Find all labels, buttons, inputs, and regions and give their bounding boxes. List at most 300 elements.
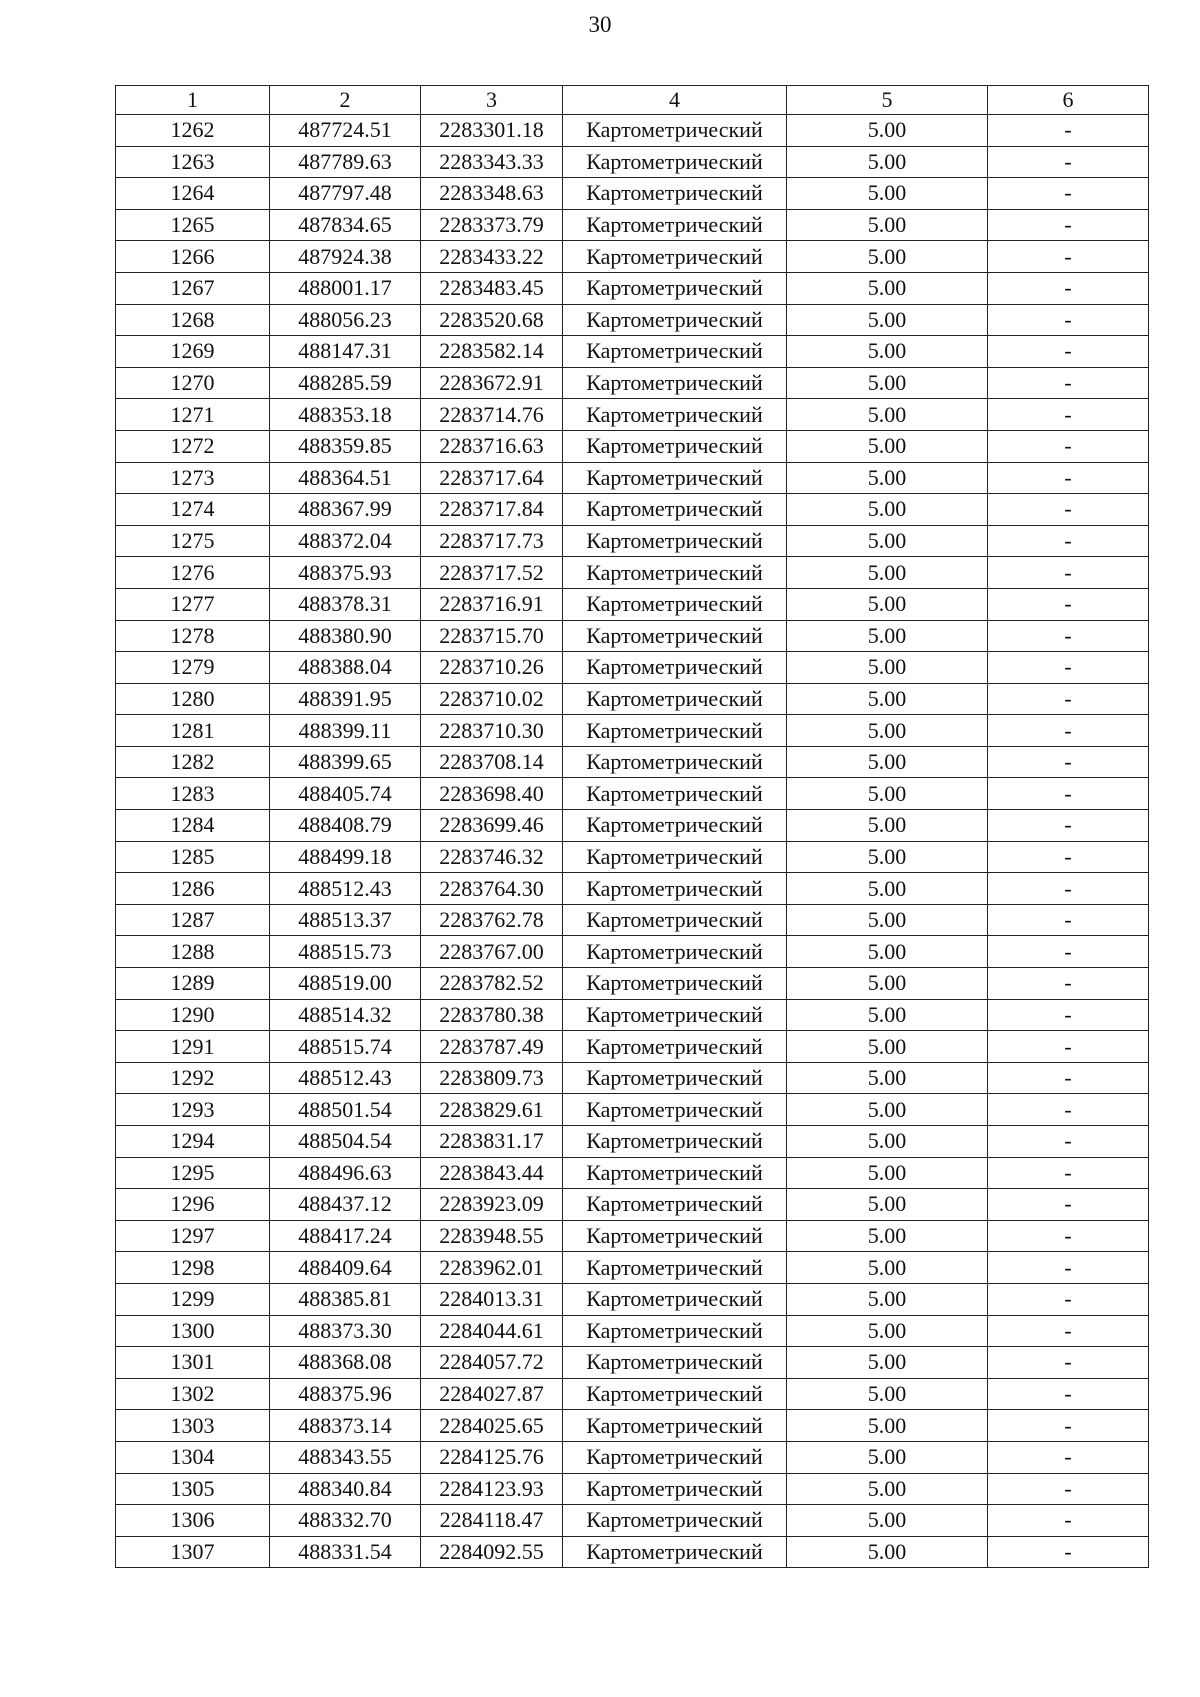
table-row [116, 115, 1149, 147]
description-cell: - [988, 873, 1149, 905]
table-row [116, 367, 1149, 399]
x-coordinate-cell: 488372.04 [270, 525, 421, 557]
x-coordinate-cell: 488399.65 [270, 746, 421, 778]
table-row [116, 1157, 1149, 1189]
y-coordinate-cell: 2283714.76 [421, 399, 563, 431]
y-coordinate-cell: 2283520.68 [421, 304, 563, 336]
x-coordinate-cell: 487797.48 [270, 178, 421, 210]
accuracy-cell: 5.00 [787, 652, 988, 684]
table-row [116, 430, 1149, 462]
accuracy-cell: 5.00 [787, 557, 988, 589]
method-cell: Картометрический [563, 494, 787, 526]
table-row [116, 1062, 1149, 1094]
y-coordinate-cell: 2284125.76 [421, 1441, 563, 1473]
point-number-cell: 1273 [116, 462, 270, 494]
x-coordinate-cell: 488332.70 [270, 1505, 421, 1537]
method-cell: Картометрический [563, 1347, 787, 1379]
description-cell: - [988, 999, 1149, 1031]
y-coordinate-cell: 2283699.46 [421, 810, 563, 842]
description-cell: - [988, 304, 1149, 336]
point-number-cell: 1301 [116, 1347, 270, 1379]
description-cell: - [988, 968, 1149, 1000]
point-number-cell: 1265 [116, 209, 270, 241]
y-coordinate-cell: 2283923.09 [421, 1189, 563, 1221]
y-coordinate-cell: 2284118.47 [421, 1505, 563, 1537]
x-coordinate-cell: 488343.55 [270, 1441, 421, 1473]
point-number-cell: 1293 [116, 1094, 270, 1126]
y-coordinate-cell: 2283708.14 [421, 746, 563, 778]
point-number-cell: 1272 [116, 430, 270, 462]
accuracy-cell: 5.00 [787, 1220, 988, 1252]
point-number-cell: 1285 [116, 841, 270, 873]
description-cell: - [988, 904, 1149, 936]
accuracy-cell: 5.00 [787, 178, 988, 210]
accuracy-cell: 5.00 [787, 1189, 988, 1221]
point-number-cell: 1303 [116, 1410, 270, 1442]
point-number-cell: 1268 [116, 304, 270, 336]
y-coordinate-cell: 2283715.70 [421, 620, 563, 652]
description-cell: - [988, 652, 1149, 684]
method-cell: Картометрический [563, 241, 787, 273]
description-cell: - [988, 620, 1149, 652]
point-number-cell: 1289 [116, 968, 270, 1000]
y-coordinate-cell: 2283831.17 [421, 1126, 563, 1158]
x-coordinate-cell: 488512.43 [270, 873, 421, 905]
x-coordinate-cell: 488399.11 [270, 715, 421, 747]
table-row [116, 620, 1149, 652]
description-cell: - [988, 1062, 1149, 1094]
point-number-cell: 1299 [116, 1283, 270, 1315]
accuracy-cell: 5.00 [787, 1473, 988, 1505]
y-coordinate-cell: 2283710.30 [421, 715, 563, 747]
table-row [116, 399, 1149, 431]
x-coordinate-cell: 488499.18 [270, 841, 421, 873]
description-cell: - [988, 1536, 1149, 1568]
table-row [116, 746, 1149, 778]
description-cell: - [988, 1189, 1149, 1221]
x-coordinate-cell: 488515.73 [270, 936, 421, 968]
description-cell: - [988, 778, 1149, 810]
x-coordinate-cell: 488147.31 [270, 336, 421, 368]
table-row [116, 904, 1149, 936]
accuracy-cell: 5.00 [787, 1410, 988, 1442]
y-coordinate-cell: 2283780.38 [421, 999, 563, 1031]
column-header-6: 6 [988, 86, 1149, 115]
y-coordinate-cell: 2283710.02 [421, 683, 563, 715]
y-coordinate-cell: 2283787.49 [421, 1031, 563, 1063]
method-cell: Картометрический [563, 1189, 787, 1221]
method-cell: Картометрический [563, 430, 787, 462]
y-coordinate-cell: 2283433.22 [421, 241, 563, 273]
y-coordinate-cell: 2283767.00 [421, 936, 563, 968]
x-coordinate-cell: 488378.31 [270, 588, 421, 620]
x-coordinate-cell: 488515.74 [270, 1031, 421, 1063]
description-cell: - [988, 746, 1149, 778]
y-coordinate-cell: 2284123.93 [421, 1473, 563, 1505]
accuracy-cell: 5.00 [787, 399, 988, 431]
table-header-row [116, 86, 1149, 115]
table-row [116, 1126, 1149, 1158]
accuracy-cell: 5.00 [787, 1347, 988, 1379]
y-coordinate-cell: 2283373.79 [421, 209, 563, 241]
point-number-cell: 1266 [116, 241, 270, 273]
table-row [116, 588, 1149, 620]
table-row [116, 1378, 1149, 1410]
x-coordinate-cell: 488001.17 [270, 272, 421, 304]
method-cell: Картометрический [563, 1378, 787, 1410]
method-cell: Картометрический [563, 1505, 787, 1537]
description-cell: - [988, 588, 1149, 620]
accuracy-cell: 5.00 [787, 146, 988, 178]
point-number-cell: 1305 [116, 1473, 270, 1505]
x-coordinate-cell: 488359.85 [270, 430, 421, 462]
x-coordinate-cell: 487924.38 [270, 241, 421, 273]
table-row [116, 810, 1149, 842]
description-cell: - [988, 178, 1149, 210]
column-header-5: 5 [787, 86, 988, 115]
table-row [116, 683, 1149, 715]
y-coordinate-cell: 2284025.65 [421, 1410, 563, 1442]
table-row [116, 146, 1149, 178]
description-cell: - [988, 1441, 1149, 1473]
method-cell: Картометрический [563, 652, 787, 684]
point-number-cell: 1304 [116, 1441, 270, 1473]
accuracy-cell: 5.00 [787, 494, 988, 526]
x-coordinate-cell: 488408.79 [270, 810, 421, 842]
x-coordinate-cell: 488417.24 [270, 1220, 421, 1252]
y-coordinate-cell: 2283746.32 [421, 841, 563, 873]
y-coordinate-cell: 2283717.84 [421, 494, 563, 526]
method-cell: Картометрический [563, 525, 787, 557]
table-row [116, 1252, 1149, 1284]
x-coordinate-cell: 488512.43 [270, 1062, 421, 1094]
accuracy-cell: 5.00 [787, 304, 988, 336]
table-row [116, 1347, 1149, 1379]
method-cell: Картометрический [563, 209, 787, 241]
description-cell: - [988, 367, 1149, 399]
page-number: 30 [588, 12, 612, 37]
point-number-cell: 1263 [116, 146, 270, 178]
x-coordinate-cell: 487834.65 [270, 209, 421, 241]
y-coordinate-cell: 2283717.64 [421, 462, 563, 494]
method-cell: Картометрический [563, 1473, 787, 1505]
accuracy-cell: 5.00 [787, 209, 988, 241]
method-cell: Картометрический [563, 1410, 787, 1442]
point-number-cell: 1276 [116, 557, 270, 589]
accuracy-cell: 5.00 [787, 430, 988, 462]
accuracy-cell: 5.00 [787, 462, 988, 494]
method-cell: Картометрический [563, 1441, 787, 1473]
x-coordinate-cell: 488409.64 [270, 1252, 421, 1284]
y-coordinate-cell: 2283483.45 [421, 272, 563, 304]
x-coordinate-cell: 487724.51 [270, 115, 421, 147]
method-cell: Картометрический [563, 683, 787, 715]
method-cell: Картометрический [563, 1220, 787, 1252]
table-row [116, 1410, 1149, 1442]
accuracy-cell: 5.00 [787, 683, 988, 715]
x-coordinate-cell: 488513.37 [270, 904, 421, 936]
accuracy-cell: 5.00 [787, 778, 988, 810]
accuracy-cell: 5.00 [787, 841, 988, 873]
accuracy-cell: 5.00 [787, 715, 988, 747]
x-coordinate-cell: 488367.99 [270, 494, 421, 526]
x-coordinate-cell: 488331.54 [270, 1536, 421, 1568]
point-number-cell: 1297 [116, 1220, 270, 1252]
description-cell: - [988, 1220, 1149, 1252]
point-number-cell: 1296 [116, 1189, 270, 1221]
x-coordinate-cell: 488340.84 [270, 1473, 421, 1505]
description-cell: - [988, 525, 1149, 557]
table-row [116, 1315, 1149, 1347]
method-cell: Картометрический [563, 272, 787, 304]
description-cell: - [988, 1378, 1149, 1410]
x-coordinate-cell: 488405.74 [270, 778, 421, 810]
description-cell: - [988, 1410, 1149, 1442]
y-coordinate-cell: 2284044.61 [421, 1315, 563, 1347]
y-coordinate-cell: 2283710.26 [421, 652, 563, 684]
point-number-cell: 1280 [116, 683, 270, 715]
x-coordinate-cell: 488056.23 [270, 304, 421, 336]
accuracy-cell: 5.00 [787, 1283, 988, 1315]
description-cell: - [988, 1126, 1149, 1158]
point-number-cell: 1264 [116, 178, 270, 210]
description-cell: - [988, 399, 1149, 431]
description-cell: - [988, 715, 1149, 747]
accuracy-cell: 5.00 [787, 1505, 988, 1537]
method-cell: Картометрический [563, 367, 787, 399]
method-cell: Картометрический [563, 715, 787, 747]
point-number-cell: 1270 [116, 367, 270, 399]
table-row [116, 841, 1149, 873]
description-cell: - [988, 841, 1149, 873]
method-cell: Картометрический [563, 999, 787, 1031]
point-number-cell: 1283 [116, 778, 270, 810]
y-coordinate-cell: 2284013.31 [421, 1283, 563, 1315]
description-cell: - [988, 462, 1149, 494]
accuracy-cell: 5.00 [787, 1378, 988, 1410]
table-row [116, 999, 1149, 1031]
method-cell: Картометрический [563, 778, 787, 810]
table-row [116, 1220, 1149, 1252]
point-number-cell: 1278 [116, 620, 270, 652]
method-cell: Картометрический [563, 1252, 787, 1284]
y-coordinate-cell: 2283948.55 [421, 1220, 563, 1252]
point-number-cell: 1267 [116, 272, 270, 304]
point-number-cell: 1290 [116, 999, 270, 1031]
y-coordinate-cell: 2283716.63 [421, 430, 563, 462]
description-cell: - [988, 494, 1149, 526]
table-row [116, 778, 1149, 810]
table-row [116, 525, 1149, 557]
y-coordinate-cell: 2283764.30 [421, 873, 563, 905]
point-number-cell: 1282 [116, 746, 270, 778]
accuracy-cell: 5.00 [787, 1315, 988, 1347]
y-coordinate-cell: 2283301.18 [421, 115, 563, 147]
description-cell: - [988, 1157, 1149, 1189]
method-cell: Картометрический [563, 1315, 787, 1347]
description-cell: - [988, 1315, 1149, 1347]
method-cell: Картометрический [563, 1126, 787, 1158]
point-number-cell: 1284 [116, 810, 270, 842]
accuracy-cell: 5.00 [787, 904, 988, 936]
column-header-4: 4 [563, 86, 787, 115]
accuracy-cell: 5.00 [787, 272, 988, 304]
x-coordinate-cell: 488373.14 [270, 1410, 421, 1442]
method-cell: Картометрический [563, 1094, 787, 1126]
coordinates-table [115, 85, 1149, 1568]
description-cell: - [988, 1473, 1149, 1505]
column-header-1: 1 [116, 86, 270, 115]
x-coordinate-cell: 488385.81 [270, 1283, 421, 1315]
table-row [116, 1189, 1149, 1221]
method-cell: Картометрический [563, 1283, 787, 1315]
description-cell: - [988, 272, 1149, 304]
description-cell: - [988, 1283, 1149, 1315]
x-coordinate-cell: 488391.95 [270, 683, 421, 715]
table-row [116, 272, 1149, 304]
x-coordinate-cell: 488285.59 [270, 367, 421, 399]
x-coordinate-cell: 488375.96 [270, 1378, 421, 1410]
x-coordinate-cell: 488496.63 [270, 1157, 421, 1189]
point-number-cell: 1274 [116, 494, 270, 526]
accuracy-cell: 5.00 [787, 746, 988, 778]
point-number-cell: 1294 [116, 1126, 270, 1158]
method-cell: Картометрический [563, 336, 787, 368]
method-cell: Картометрический [563, 462, 787, 494]
method-cell: Картометрический [563, 557, 787, 589]
description-cell: - [988, 1505, 1149, 1537]
description-cell: - [988, 146, 1149, 178]
accuracy-cell: 5.00 [787, 336, 988, 368]
x-coordinate-cell: 488504.54 [270, 1126, 421, 1158]
x-coordinate-cell: 488388.04 [270, 652, 421, 684]
accuracy-cell: 5.00 [787, 810, 988, 842]
accuracy-cell: 5.00 [787, 936, 988, 968]
y-coordinate-cell: 2283962.01 [421, 1252, 563, 1284]
column-header-2: 2 [270, 86, 421, 115]
table-row [116, 178, 1149, 210]
x-coordinate-cell: 488501.54 [270, 1094, 421, 1126]
point-number-cell: 1286 [116, 873, 270, 905]
description-cell: - [988, 1347, 1149, 1379]
method-cell: Картометрический [563, 841, 787, 873]
y-coordinate-cell: 2284027.87 [421, 1378, 563, 1410]
description-cell: - [988, 115, 1149, 147]
accuracy-cell: 5.00 [787, 525, 988, 557]
accuracy-cell: 5.00 [787, 241, 988, 273]
table-row [116, 968, 1149, 1000]
method-cell: Картометрический [563, 746, 787, 778]
table-row [116, 304, 1149, 336]
table-row [116, 1473, 1149, 1505]
accuracy-cell: 5.00 [787, 115, 988, 147]
accuracy-cell: 5.00 [787, 367, 988, 399]
method-cell: Картометрический [563, 904, 787, 936]
table-row [116, 1536, 1149, 1568]
x-coordinate-cell: 488519.00 [270, 968, 421, 1000]
y-coordinate-cell: 2283843.44 [421, 1157, 563, 1189]
y-coordinate-cell: 2283717.52 [421, 557, 563, 589]
table-row [116, 1441, 1149, 1473]
table-row [116, 557, 1149, 589]
method-cell: Картометрический [563, 936, 787, 968]
method-cell: Картометрический [563, 1031, 787, 1063]
description-cell: - [988, 557, 1149, 589]
table-body [116, 115, 1149, 1568]
method-cell: Картометрический [563, 968, 787, 1000]
accuracy-cell: 5.00 [787, 873, 988, 905]
description-cell: - [988, 936, 1149, 968]
method-cell: Картометрический [563, 399, 787, 431]
description-cell: - [988, 1252, 1149, 1284]
method-cell: Картометрический [563, 1157, 787, 1189]
accuracy-cell: 5.00 [787, 999, 988, 1031]
description-cell: - [988, 209, 1149, 241]
y-coordinate-cell: 2283782.52 [421, 968, 563, 1000]
method-cell: Картометрический [563, 1062, 787, 1094]
table-row [116, 715, 1149, 747]
description-cell: - [988, 1094, 1149, 1126]
point-number-cell: 1279 [116, 652, 270, 684]
point-number-cell: 1295 [116, 1157, 270, 1189]
x-coordinate-cell: 488437.12 [270, 1189, 421, 1221]
point-number-cell: 1269 [116, 336, 270, 368]
table-row [116, 494, 1149, 526]
table-row [116, 652, 1149, 684]
y-coordinate-cell: 2283716.91 [421, 588, 563, 620]
description-cell: - [988, 336, 1149, 368]
y-coordinate-cell: 2284057.72 [421, 1347, 563, 1379]
table-row [116, 1031, 1149, 1063]
x-coordinate-cell: 487789.63 [270, 146, 421, 178]
y-coordinate-cell: 2284092.55 [421, 1536, 563, 1568]
accuracy-cell: 5.00 [787, 1126, 988, 1158]
table-row [116, 462, 1149, 494]
table-row [116, 1094, 1149, 1126]
point-number-cell: 1275 [116, 525, 270, 557]
description-cell: - [988, 810, 1149, 842]
accuracy-cell: 5.00 [787, 1031, 988, 1063]
accuracy-cell: 5.00 [787, 1536, 988, 1568]
point-number-cell: 1287 [116, 904, 270, 936]
point-number-cell: 1298 [116, 1252, 270, 1284]
column-header-3: 3 [421, 86, 563, 115]
table-row [116, 209, 1149, 241]
x-coordinate-cell: 488514.32 [270, 999, 421, 1031]
y-coordinate-cell: 2283717.73 [421, 525, 563, 557]
y-coordinate-cell: 2283582.14 [421, 336, 563, 368]
x-coordinate-cell: 488368.08 [270, 1347, 421, 1379]
description-cell: - [988, 241, 1149, 273]
accuracy-cell: 5.00 [787, 968, 988, 1000]
accuracy-cell: 5.00 [787, 1094, 988, 1126]
y-coordinate-cell: 2283343.33 [421, 146, 563, 178]
method-cell: Картометрический [563, 810, 787, 842]
point-number-cell: 1271 [116, 399, 270, 431]
description-cell: - [988, 430, 1149, 462]
point-number-cell: 1306 [116, 1505, 270, 1537]
x-coordinate-cell: 488353.18 [270, 399, 421, 431]
accuracy-cell: 5.00 [787, 588, 988, 620]
accuracy-cell: 5.00 [787, 1062, 988, 1094]
table-row [116, 936, 1149, 968]
method-cell: Картометрический [563, 620, 787, 652]
table-row [116, 241, 1149, 273]
point-number-cell: 1300 [116, 1315, 270, 1347]
table-row [116, 1283, 1149, 1315]
point-number-cell: 1291 [116, 1031, 270, 1063]
x-coordinate-cell: 488373.30 [270, 1315, 421, 1347]
